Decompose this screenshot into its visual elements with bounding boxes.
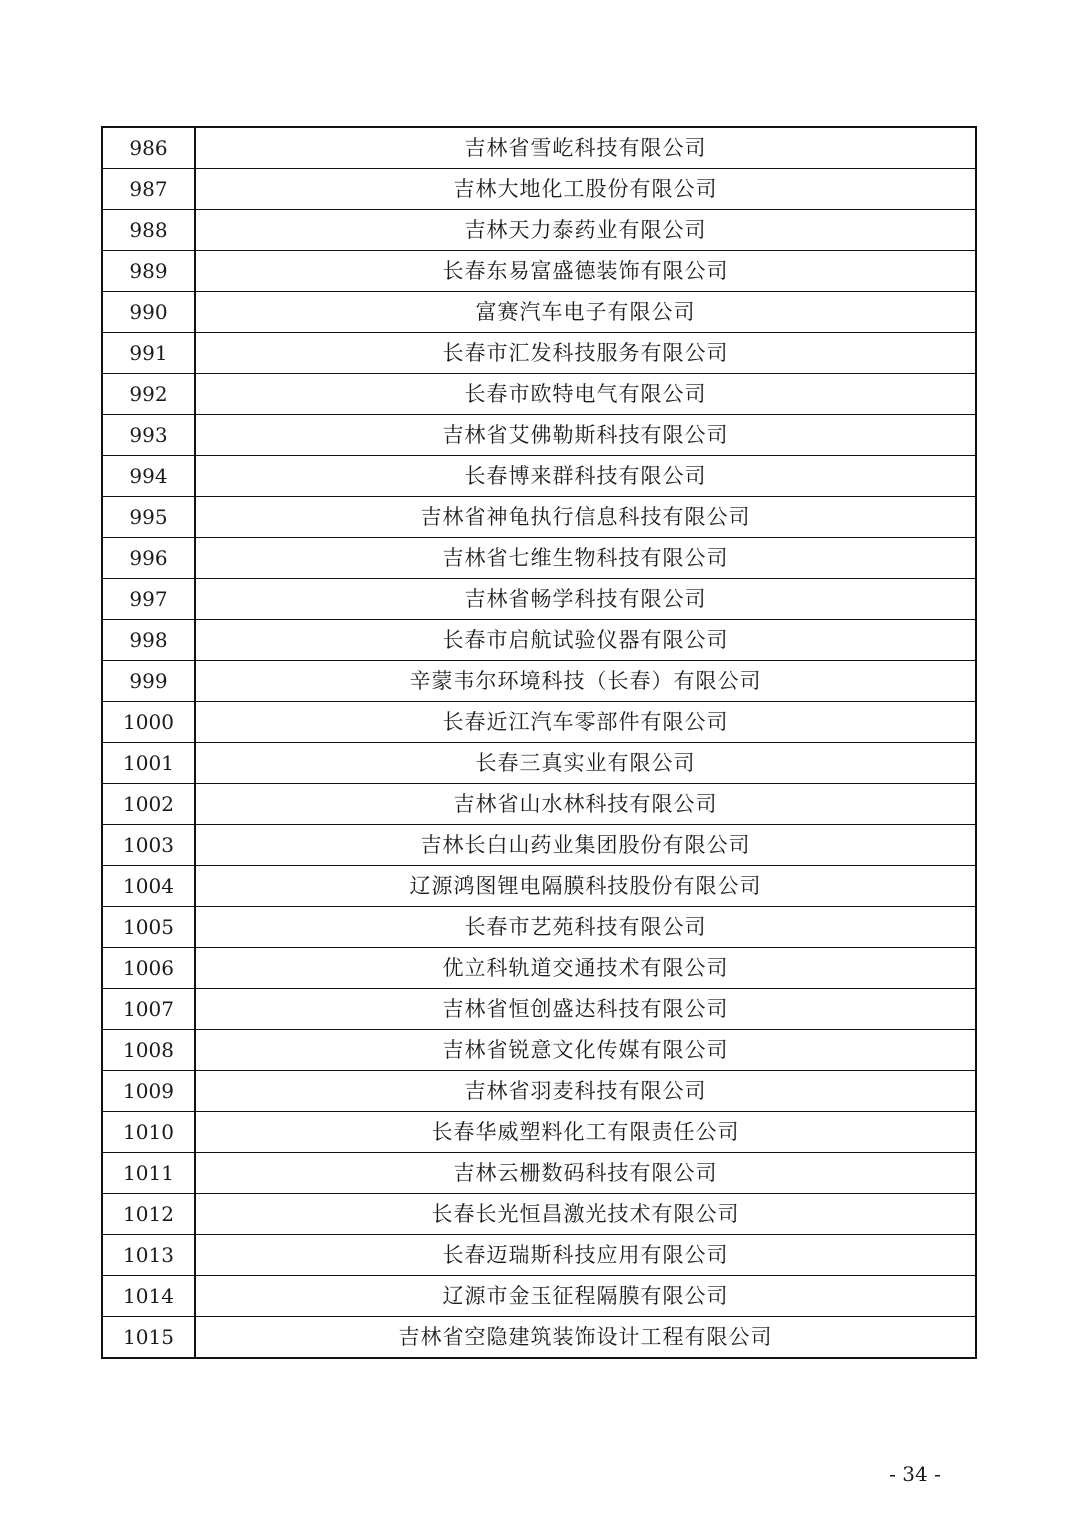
company-name: 吉林天力泰药业有限公司	[195, 210, 976, 251]
company-name: 吉林省羽麦科技有限公司	[195, 1071, 976, 1112]
table-row	[102, 1276, 976, 1317]
company-name: 长春市汇发科技服务有限公司	[195, 333, 976, 374]
table-row	[102, 1112, 976, 1153]
company-name: 吉林省恒创盛达科技有限公司	[195, 989, 976, 1030]
row-number: 986	[102, 127, 195, 169]
table-row	[102, 743, 976, 784]
company-name: 长春迈瑞斯科技应用有限公司	[195, 1235, 976, 1276]
company-name: 长春市启航试验仪器有限公司	[195, 620, 976, 661]
row-number: 1004	[102, 866, 195, 907]
row-number: 1015	[102, 1317, 195, 1359]
row-number: 1010	[102, 1112, 195, 1153]
company-name: 长春市艺苑科技有限公司	[195, 907, 976, 948]
company-name: 优立科轨道交通技术有限公司	[195, 948, 976, 989]
row-number: 991	[102, 333, 195, 374]
company-name: 长春东易富盛德装饰有限公司	[195, 251, 976, 292]
company-name: 辽源鸿图锂电隔膜科技股份有限公司	[195, 866, 976, 907]
table-row	[102, 989, 976, 1030]
row-number: 1005	[102, 907, 195, 948]
company-list-table	[101, 126, 977, 1359]
table-row	[102, 1071, 976, 1112]
table-row	[102, 1235, 976, 1276]
table-row	[102, 169, 976, 210]
table-row	[102, 456, 976, 497]
row-number: 1003	[102, 825, 195, 866]
table-row	[102, 251, 976, 292]
row-number: 1007	[102, 989, 195, 1030]
company-name: 长春市欧特电气有限公司	[195, 374, 976, 415]
company-name: 吉林省七维生物科技有限公司	[195, 538, 976, 579]
table-row	[102, 1153, 976, 1194]
table-row	[102, 538, 976, 579]
row-number: 1001	[102, 743, 195, 784]
table-row	[102, 333, 976, 374]
company-name: 长春华威塑料化工有限责任公司	[195, 1112, 976, 1153]
company-name: 吉林省山水林科技有限公司	[195, 784, 976, 825]
row-number: 996	[102, 538, 195, 579]
row-number: 1006	[102, 948, 195, 989]
table-row	[102, 661, 976, 702]
row-number: 995	[102, 497, 195, 538]
row-number: 1008	[102, 1030, 195, 1071]
company-name: 富赛汽车电子有限公司	[195, 292, 976, 333]
company-name: 吉林云栅数码科技有限公司	[195, 1153, 976, 1194]
row-number: 1000	[102, 702, 195, 743]
table-row	[102, 579, 976, 620]
table-row	[102, 1317, 976, 1359]
table-row	[102, 948, 976, 989]
row-number: 992	[102, 374, 195, 415]
row-number: 998	[102, 620, 195, 661]
company-name: 吉林大地化工股份有限公司	[195, 169, 976, 210]
table-row	[102, 127, 976, 169]
company-name: 长春长光恒昌激光技术有限公司	[195, 1194, 976, 1235]
table-row	[102, 907, 976, 948]
table-row	[102, 784, 976, 825]
company-name: 辽源市金玉征程隔膜有限公司	[195, 1276, 976, 1317]
row-number: 988	[102, 210, 195, 251]
company-name: 吉林省畅学科技有限公司	[195, 579, 976, 620]
row-number: 997	[102, 579, 195, 620]
company-name: 长春近江汽车零部件有限公司	[195, 702, 976, 743]
table-row	[102, 866, 976, 907]
row-number: 1009	[102, 1071, 195, 1112]
table-row	[102, 210, 976, 251]
company-name: 长春博来群科技有限公司	[195, 456, 976, 497]
row-number: 989	[102, 251, 195, 292]
company-name: 吉林长白山药业集团股份有限公司	[195, 825, 976, 866]
company-name: 吉林省空隐建筑装饰设计工程有限公司	[195, 1317, 976, 1359]
table-row	[102, 620, 976, 661]
row-number: 1011	[102, 1153, 195, 1194]
company-name: 吉林省神龟执行信息科技有限公司	[195, 497, 976, 538]
table-row	[102, 374, 976, 415]
table-row	[102, 415, 976, 456]
row-number: 1012	[102, 1194, 195, 1235]
row-number: 1013	[102, 1235, 195, 1276]
company-name: 吉林省锐意文化传媒有限公司	[195, 1030, 976, 1071]
row-number: 1014	[102, 1276, 195, 1317]
table-row	[102, 825, 976, 866]
row-number: 993	[102, 415, 195, 456]
row-number: 999	[102, 661, 195, 702]
company-name: 辛蒙韦尔环境科技（长春）有限公司	[195, 661, 976, 702]
company-name: 吉林省雪屹科技有限公司	[195, 127, 976, 169]
row-number: 990	[102, 292, 195, 333]
company-name: 吉林省艾佛勒斯科技有限公司	[195, 415, 976, 456]
row-number: 987	[102, 169, 195, 210]
table-row	[102, 497, 976, 538]
company-list-body	[102, 127, 976, 1358]
row-number: 1002	[102, 784, 195, 825]
row-number: 994	[102, 456, 195, 497]
company-name: 长春三真实业有限公司	[195, 743, 976, 784]
table-row	[102, 1194, 976, 1235]
page-number: - 34 -	[889, 1462, 941, 1486]
table-row	[102, 1030, 976, 1071]
table-row	[102, 292, 976, 333]
table-row	[102, 702, 976, 743]
